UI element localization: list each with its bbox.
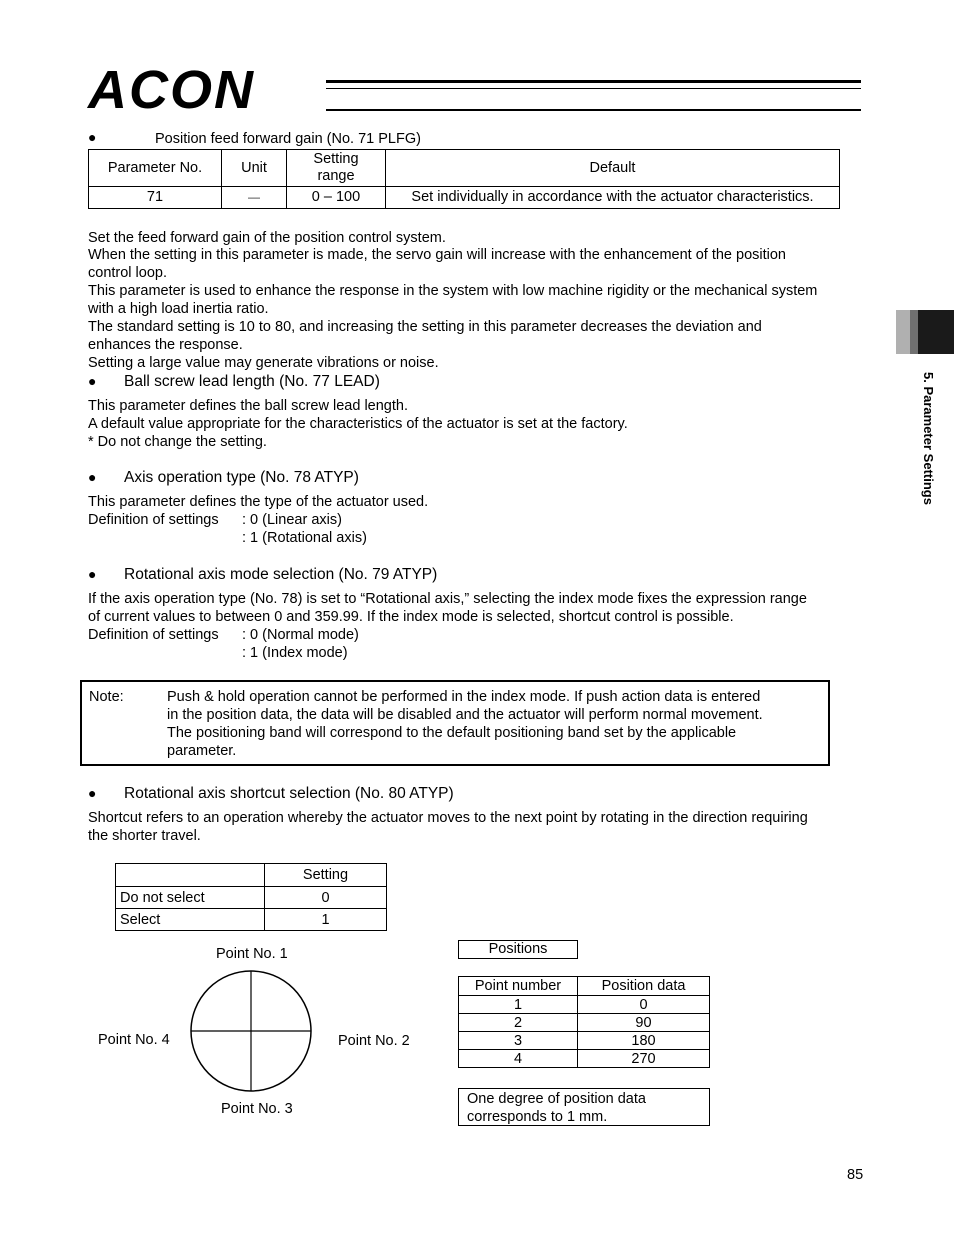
- point-label-1: Point No. 1: [216, 946, 288, 962]
- bullet-icon: ●: [88, 469, 97, 485]
- atyp80-text-2: the shorter travel.: [88, 828, 201, 844]
- plfg-text-4: This parameter is used to enhance the response in the system with low machine rigidity or the mechanical system: [88, 283, 818, 299]
- positions-cell-point: 2: [459, 1014, 578, 1032]
- atyp79-text-1: If the axis operation type (No. 78) is set to “Rotational axis,” selecting the index mode fixes the expression range: [88, 591, 807, 607]
- plfg-text-1: Set the feed forward gain of the position control system.: [88, 230, 446, 246]
- atyp79-def-label: Definition of settings: [88, 627, 219, 643]
- point-label-4: Point No. 4: [98, 1032, 170, 1048]
- side-tab-label: 5. Parameter Settings: [921, 372, 936, 505]
- atyp80-text-1: Shortcut refers to an operation whereby the actuator moves to the next point by rotating in the direction requiring: [88, 810, 808, 826]
- side-tab-light: [896, 310, 910, 354]
- bullet-icon: ●: [88, 785, 97, 801]
- atyp80-heading: Rotational axis shortcut selection (No. 80 ATYP): [124, 785, 454, 802]
- plfg-header-unit: Unit: [222, 150, 287, 187]
- setting-table: [115, 863, 387, 931]
- rotation-circle-diagram: [188, 967, 318, 1095]
- plfg-cell-default: Set individually in accordance with the actuator characteristics.: [386, 187, 840, 209]
- setting-row-value: 0: [265, 887, 387, 909]
- lead-heading: Ball screw lead length (No. 77 LEAD): [124, 373, 380, 390]
- bullet-icon: ●: [88, 129, 97, 145]
- atyp78-option-0: : 0 (Linear axis): [242, 512, 342, 528]
- side-tab-dark: [918, 310, 954, 354]
- positions-note-line-2: corresponds to 1 mm.: [467, 1109, 608, 1125]
- positions-note-line-1: One degree of position data: [467, 1091, 646, 1107]
- plfg-header-range-text: Setting range: [313, 151, 359, 184]
- atyp79-option-0: : 0 (Normal mode): [242, 627, 359, 643]
- plfg-header-default: Default: [386, 150, 840, 187]
- positions-cell-point: 3: [459, 1032, 578, 1050]
- positions-title: Positions: [458, 940, 578, 959]
- point-label-3: Point No. 3: [221, 1101, 293, 1117]
- setting-table-header: Setting: [265, 864, 387, 887]
- plfg-cell-range: 0 – 100: [287, 187, 386, 209]
- setting-row-value: 1: [265, 909, 387, 931]
- note-text-2: in the position data, the data will be disabled and the actuator will perform normal movement.: [167, 707, 763, 723]
- positions-cell-point: 4: [459, 1050, 578, 1068]
- atyp78-text-1: This parameter defines the type of the actuator used.: [88, 494, 429, 510]
- plfg-heading: Position feed forward gain (No. 71 PLFG): [155, 131, 421, 147]
- plfg-cell-param: 71: [89, 187, 222, 209]
- positions-table: [458, 976, 710, 1068]
- setting-row-label: Do not select: [116, 887, 265, 909]
- note-label: Note:: [89, 689, 124, 705]
- side-tab-label-box: [920, 372, 936, 532]
- atyp79-option-1: : 1 (Index mode): [242, 645, 348, 661]
- positions-cell-data: 90: [578, 1014, 710, 1032]
- positions-cell-point: 1: [459, 996, 578, 1014]
- page-number: 85: [847, 1167, 864, 1183]
- note-box: [80, 680, 830, 766]
- header-rule-mid: [326, 88, 861, 89]
- plfg-text-3: control loop.: [88, 265, 167, 281]
- header-rule-top: [326, 80, 861, 83]
- plfg-header-param: Parameter No.: [89, 150, 222, 187]
- header-rule-bottom: [326, 109, 861, 111]
- plfg-table: [88, 149, 840, 209]
- lead-text-1: This parameter defines the ball screw lead length.: [88, 398, 408, 414]
- positions-header-point: Point number: [459, 977, 578, 996]
- positions-cell-data: 270: [578, 1050, 710, 1068]
- atyp78-def-label: Definition of settings: [88, 512, 219, 528]
- atyp79-heading: Rotational axis mode selection (No. 79 ATYP): [124, 566, 438, 583]
- positions-cell-data: 180: [578, 1032, 710, 1050]
- plfg-text-5: with a high load inertia ratio.: [88, 301, 269, 317]
- positions-cell-data: 0: [578, 996, 710, 1014]
- plfg-text-7: enhances the response.: [88, 337, 243, 353]
- positions-note-box: [458, 1088, 710, 1126]
- side-tab-mid: [910, 310, 918, 354]
- lead-text-3: * Do not change the setting.: [88, 434, 267, 450]
- plfg-cell-unit: —: [222, 187, 287, 209]
- plfg-header-range: [287, 150, 386, 187]
- note-text-1: Push & hold operation cannot be performed in the index mode. If push action data is entered: [167, 689, 761, 705]
- atyp78-option-1: : 1 (Rotational axis): [242, 530, 367, 546]
- atyp78-heading: Axis operation type (No. 78 ATYP): [124, 469, 359, 486]
- note-text-3: The positioning band will correspond to the default positioning band set by the applicable: [167, 725, 737, 741]
- bullet-icon: ●: [88, 373, 97, 389]
- note-text-4: parameter.: [167, 743, 237, 759]
- positions-header-data: Position data: [578, 977, 710, 996]
- setting-table-blank: [116, 864, 265, 887]
- lead-text-2: A default value appropriate for the characteristics of the actuator is set at the factory.: [88, 416, 628, 432]
- point-label-2: Point No. 2: [338, 1033, 410, 1049]
- acon-logo: ACON: [88, 60, 255, 120]
- atyp79-text-2: of current values to between 0 and 359.99. If the index mode is selected, shortcut control is possible.: [88, 609, 734, 625]
- plfg-text-8: Setting a large value may generate vibrations or noise.: [88, 355, 439, 371]
- setting-row-label: Select: [116, 909, 265, 931]
- bullet-icon: ●: [88, 566, 97, 582]
- plfg-text-2: When the setting in this parameter is made, the servo gain will increase with the enhancement of the position: [88, 247, 786, 263]
- plfg-text-6: The standard setting is 10 to 80, and increasing the setting in this parameter decreases the deviation and: [88, 319, 762, 335]
